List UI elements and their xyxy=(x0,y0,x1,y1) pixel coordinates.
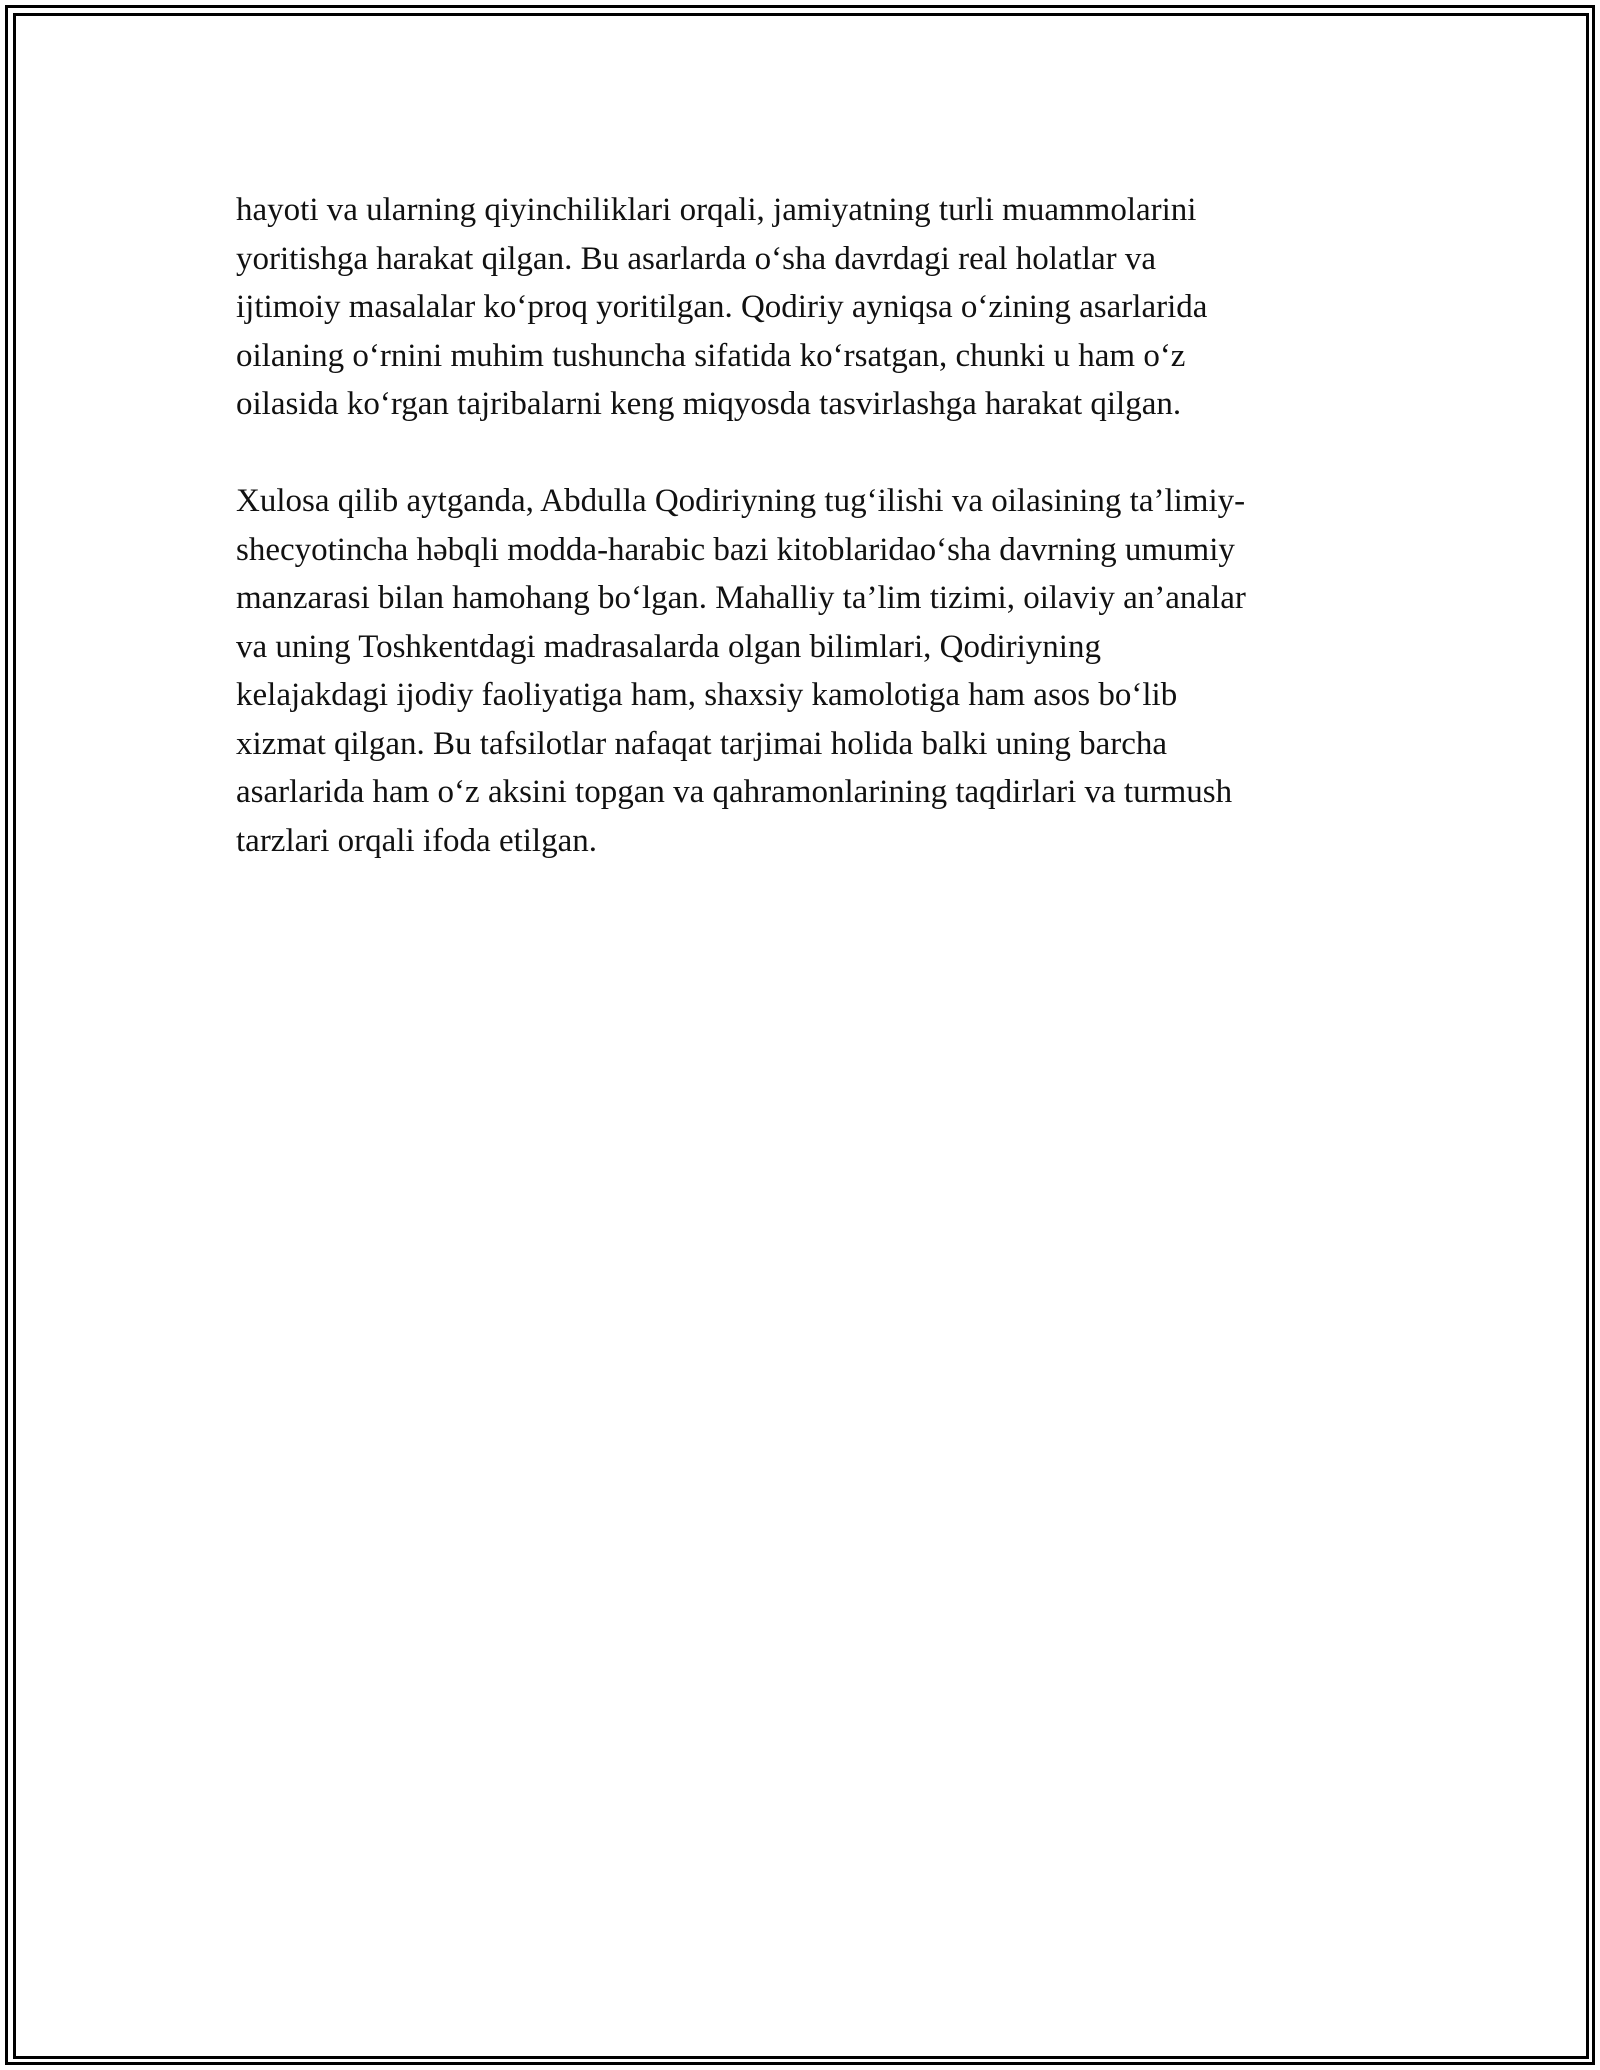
text-line: Xulosa qilib aytganda, Abdulla Qodiriyning tug‘ilishi va oilasining ta’limiy- xyxy=(236,483,1246,519)
paragraph-2 xyxy=(236,477,1366,865)
text-line: oilasida ko‘rgan tajribalarni keng miqyosda tasvirlashga harakat qilgan. xyxy=(236,386,1182,422)
text-line: tarzlari orqali ifoda etilgan. xyxy=(236,822,598,859)
text-line: manzarasi bilan hamohang bo‘lgan. Mahalliy ta’lim tizimi, oilaviy an’analar xyxy=(236,580,1246,616)
text-line: xizmat qilgan. Bu tafsilotlar nafaqat tarjimai holida balki uning barcha xyxy=(236,725,1168,762)
text-line: oilaning o‘rnini muhim tushuncha sifatida ko‘rsatgan, chunki u ham o‘z xyxy=(236,337,1186,374)
paragraph-1 xyxy=(236,186,1366,429)
text-line: shecyotincha həbqli modda-harabic bazi kitoblaridao‘sha davrning umumiy xyxy=(236,531,1235,568)
text-line: yoritishga harakat qilgan. Bu asarlarda o‘sha davrdagi real holatlar va xyxy=(236,240,1156,277)
text-line: ijtimoiy masalalar ko‘proq yoritilgan. Qodiriy ayniqsa o‘zining asarlarida xyxy=(236,289,1208,325)
text-line: hayoti va ularning qiyinchiliklari orqali, jamiyatning turli muammolarini xyxy=(236,192,1197,228)
document-body xyxy=(236,186,1366,914)
text-line: asarlarida ham o‘z aksini topgan va qahramonlarining taqdirlari va turmush xyxy=(236,774,1233,810)
text-line: kelajakdagi ijodiy faoliyatiga ham, shaxsiy kamolotiga ham asos bo‘lib xyxy=(236,677,1178,713)
text-line: va uning Toshkentdagi madrasalarda olgan bilimlari, Qodiriyning xyxy=(236,628,1101,665)
